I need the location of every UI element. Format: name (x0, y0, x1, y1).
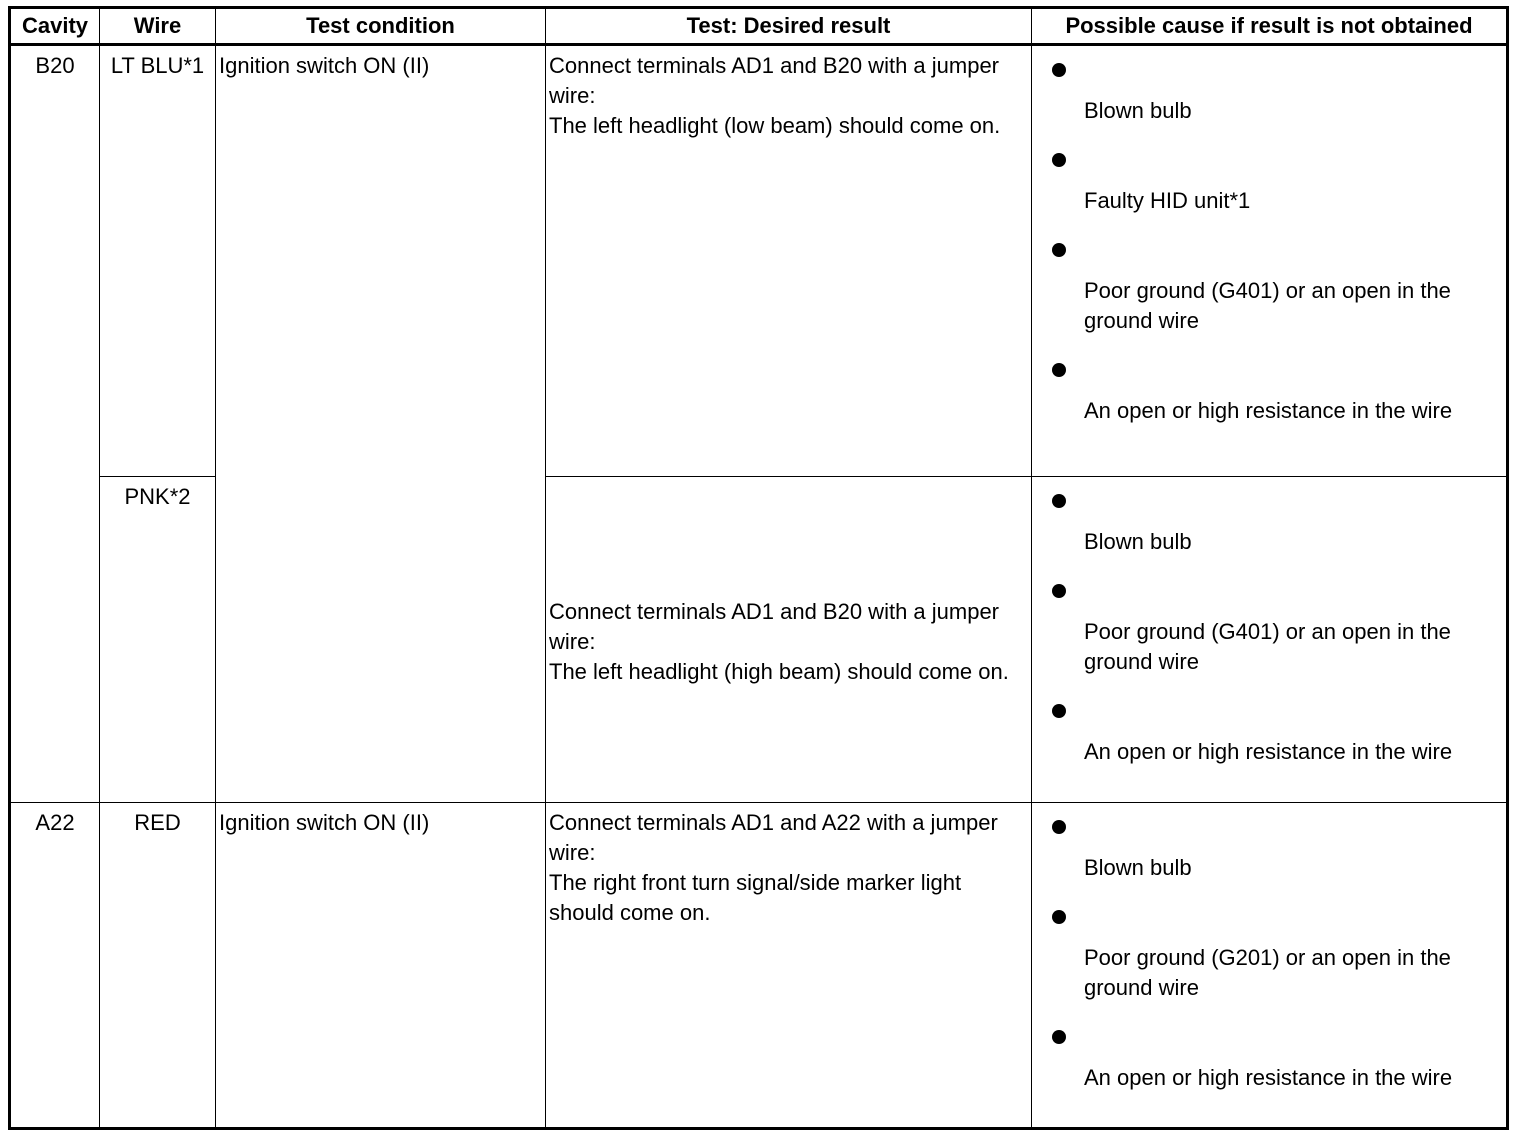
cause-text: Blown bulb (1084, 98, 1192, 123)
cause-text: Blown bulb (1084, 855, 1192, 880)
cause-text: Poor ground (G201) or an open in the ground wire (1084, 945, 1451, 1000)
table-row (10, 45, 1508, 477)
cause-item (1032, 51, 1506, 126)
bullet-icon (1052, 1030, 1066, 1044)
wire-cell: LT BLU*1 (100, 45, 216, 477)
cause-item (1032, 482, 1506, 557)
wire-cell: RED (100, 803, 216, 1129)
wire-cell: PNK*2 (100, 477, 216, 803)
desired-result-cell (546, 477, 1032, 803)
bullet-icon (1052, 820, 1066, 834)
possible-cause-cell (1032, 45, 1508, 477)
bullet-icon (1052, 704, 1066, 718)
header-test-condition: Test condition (216, 8, 546, 45)
header-possible-cause: Possible cause if result is not obtained (1032, 8, 1508, 45)
possible-cause-cell (1032, 477, 1508, 803)
header-wire: Wire (100, 8, 216, 45)
bullet-icon (1052, 363, 1066, 377)
bullet-icon (1052, 63, 1066, 77)
cause-text: An open or high resistance in the wire (1084, 398, 1453, 423)
cavity-cell: B20 (10, 45, 100, 803)
cause-text: An open or high resistance in the wire (1084, 1065, 1453, 1090)
cause-list (1032, 477, 1506, 767)
bullet-icon (1052, 584, 1066, 598)
desired-result-text: Connect terminals AD1 and B20 with a jumper wire: The left headlight (low beam) should come on. (549, 53, 1001, 138)
cause-item (1032, 692, 1506, 767)
cause-text: An open or high resistance in the wire (1084, 739, 1453, 764)
cause-item (1032, 351, 1506, 426)
possible-cause-cell (1032, 803, 1508, 1129)
bullet-icon (1052, 494, 1066, 508)
desired-result-cell (546, 45, 1032, 477)
cause-text: Poor ground (G401) or an open in the ground wire (1084, 278, 1451, 333)
bullet-icon (1052, 910, 1066, 924)
header-cavity: Cavity (10, 8, 100, 45)
cause-item (1032, 141, 1506, 216)
cause-item (1032, 572, 1506, 677)
desired-result-text: Connect terminals AD1 and B20 with a jumper wire: The left headlight (high beam) should come on. (549, 599, 1009, 684)
table-header-row (10, 8, 1508, 45)
cause-text: Poor ground (G401) or an open in the ground wire (1084, 619, 1451, 674)
bullet-icon (1052, 153, 1066, 167)
test-condition-cell: Ignition switch ON (II) (216, 45, 546, 803)
cause-item (1032, 898, 1506, 1003)
cause-item (1032, 808, 1506, 883)
cause-text: Faulty HID unit*1 (1084, 188, 1251, 213)
table-row (10, 803, 1508, 1129)
cause-item (1032, 231, 1506, 336)
cause-item (1032, 1018, 1506, 1093)
desired-result-cell (546, 803, 1032, 1129)
test-condition-cell: Ignition switch ON (II) (216, 803, 546, 1129)
bullet-icon (1052, 243, 1066, 257)
cause-list (1032, 46, 1506, 426)
cause-list (1032, 803, 1506, 1093)
desired-result-text: Connect terminals AD1 and A22 with a jumper wire: The right front turn signal/side marker light should come on. (549, 810, 998, 925)
cavity-cell: A22 (10, 803, 100, 1129)
cause-text: Blown bulb (1084, 529, 1192, 554)
header-desired-result: Test: Desired result (546, 8, 1032, 45)
connector-test-table (8, 6, 1509, 1130)
